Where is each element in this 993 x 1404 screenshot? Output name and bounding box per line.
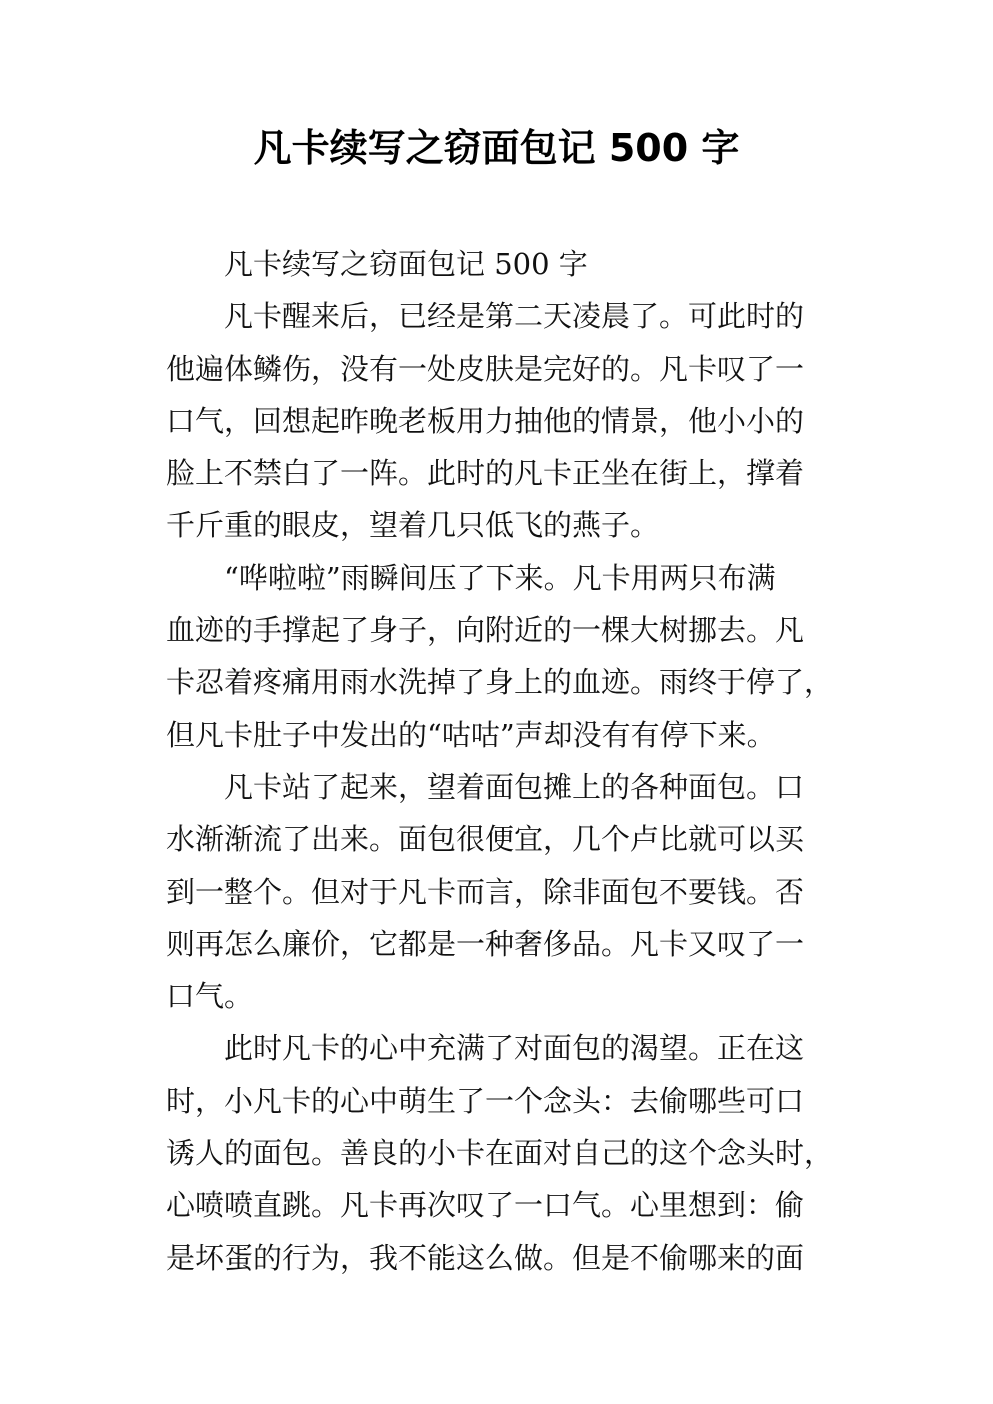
document-body xyxy=(166,238,846,1284)
body-line: 凡卡醒来后，已经是第二天凌晨了。可此时的 xyxy=(224,299,805,334)
body-line: 到一整个。但对于凡卡而言，除非面包不要钱。否 xyxy=(166,874,805,909)
body-line: 时，小凡卡的心中萌生了一个念头：去偷哪些可口 xyxy=(166,1083,805,1118)
body-line: 但凡卡肚子中发出的“咕咕”声却没有有停下来。 xyxy=(166,717,776,752)
body-line: 此时凡卡的心中充满了对面包的渴望。正在这 xyxy=(224,1031,805,1066)
body-line: 他遍体鳞伤，没有一处皮肤是完好的。凡卡叹了一 xyxy=(166,351,805,386)
body-line: 凡卡续写之窃面包记 500 字 xyxy=(224,247,588,281)
body-line: 口气，回想起昨晚老板用力抽他的情景，他小小的 xyxy=(166,403,805,438)
body-line: 诱人的面包。善良的小卡在面对自己的这个念头时， xyxy=(166,1136,834,1171)
body-line: 则再怎么廉价，它都是一种奢侈品。凡卡又叹了一 xyxy=(166,926,805,961)
body-line: 是坏蛋的行为，我不能这么做。但是不偷哪来的面 xyxy=(166,1240,805,1275)
body-line: “哗啦啦”雨瞬间压了下来。凡卡用两只布满 xyxy=(224,560,776,595)
body-line: 千斤重的眼皮，望着几只低飞的燕子。 xyxy=(166,508,660,543)
body-line: 卡忍着疼痛用雨水洗掉了身上的血迹。雨终于停了， xyxy=(166,665,834,700)
body-line: 心喷喷直跳。凡卡再次叹了一口气。心里想到：偷 xyxy=(166,1188,805,1223)
body-line: 脸上不禁白了一阵。此时的凡卡正坐在街上，撑着 xyxy=(166,456,805,491)
body-line: 凡卡站了起来，望着面包摊上的各种面包。口 xyxy=(224,769,805,804)
body-line: 口气。 xyxy=(166,979,254,1014)
body-line: 血迹的手撑起了身子，向附近的一棵大树挪去。凡 xyxy=(166,613,805,648)
body-line: 水渐渐流了出来。面包很便宜，几个卢比就可以买 xyxy=(166,822,805,857)
page-title: 凡卡续写之窃面包记 500 字 xyxy=(253,126,740,170)
